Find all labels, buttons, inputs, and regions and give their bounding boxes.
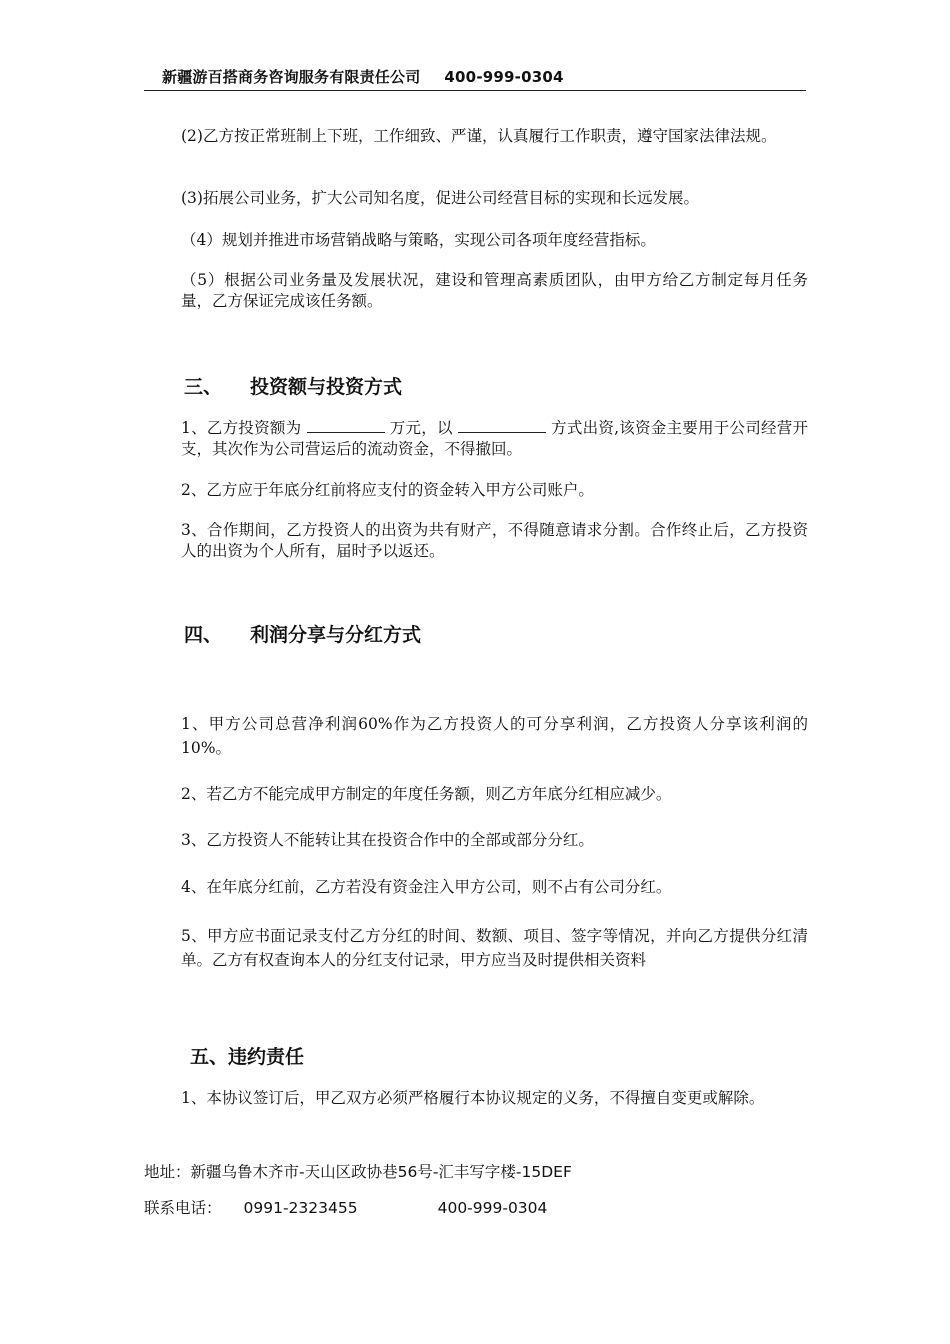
page-header (162, 66, 564, 87)
investment-amount-blank (307, 418, 385, 433)
paragraph-duty-3: (3)拓展公司业务，扩大公司知名度，促进公司经营目标的实现和长远发展。 (181, 189, 699, 207)
section-3-number: 三、 (184, 376, 223, 398)
section-4-item-5: 5、甲方应书面记录支付乙方分红的时间、数额、项目、签字等情况，并向乙方提供分红清单。乙方有权查询本人的分红支付记录，甲方应当及时提供相关资料 (181, 927, 808, 969)
footer-tel-landline: 0991-2323455 (243, 1199, 358, 1217)
section-4-item-1: 1、甲方公司总营净利润60%作为乙方投资人的可分享利润，乙方投资人分享该利润的10%。 (181, 715, 808, 757)
section-5-heading: 五、违约责任 (190, 1046, 305, 1068)
header-company-name: 新疆游百搭商务咨询服务有限责任公司 (162, 68, 421, 86)
section-4-heading (184, 620, 421, 647)
paragraph-duty-5: （5）根据公司业务量及发展状况，建设和管理高素质团队，由甲方给乙方制定每月任务量，乙方保证完成该任务额。 (181, 271, 808, 310)
section-3-heading (184, 372, 402, 399)
header-phone: 400-999-0304 (444, 68, 564, 86)
footer-address: 地址：新疆乌鲁木齐市-天山区政协巷56号-汇丰写字楼-15DEF (144, 1163, 572, 1181)
section-4-title: 利润分享与分红方式 (250, 624, 422, 646)
section-4-item-4: 4、在年底分红前，乙方若没有资金注入甲方公司，则不占有公司分红。 (181, 878, 672, 896)
investment-method-blank (458, 418, 546, 433)
section-3-item-2: 2、乙方应于年底分红前将应支付的资金转入甲方公司账户。 (181, 481, 594, 499)
item-1-part-a: 1、乙方投资额为 (181, 419, 302, 437)
item-1-part-b: 万元，以 (389, 419, 453, 437)
section-3-item-1 (144, 418, 808, 460)
section-3-item-3: 3、合作期间，乙方投资人的出资为共有财产，不得随意请求分割。合作终止后，乙方投资人的出资为个人所有，届时予以返还。 (181, 521, 808, 560)
section-5-item-1: 1、本协议签订后，甲乙双方必须严格履行本协议规定的义务，不得擅自变更或解除。 (181, 1089, 765, 1107)
footer-contact (144, 1196, 547, 1218)
footer-tel-hotline: 400-999-0304 (437, 1199, 548, 1217)
paragraph-duty-2: (2)乙方按正常班制上下班，工作细致、严谨，认真履行工作职责，遵守国家法律法规。 (181, 127, 777, 145)
section-4-item-3: 3、乙方投资人不能转让其在投资合作中的全部或部分分红。 (181, 831, 594, 849)
section-4-number: 四、 (184, 624, 223, 646)
header-rule (144, 90, 806, 91)
section-4-item-2: 2、若乙方不能完成甲方制定的年度任务额，则乙方年底分红相应减少。 (181, 785, 672, 803)
section-3-title: 投资额与投资方式 (250, 376, 403, 398)
footer-tel-label: 联系电话： (144, 1199, 222, 1217)
paragraph-duty-4: （4）规划并推进市场营销战略与策略，实现公司各项年度经营指标。 (181, 231, 656, 249)
item-1-part-c: 方式出资,该资金主要用于公司经营开支，其次作为公司营运后的流动资金，不得撤回。 (181, 419, 808, 458)
